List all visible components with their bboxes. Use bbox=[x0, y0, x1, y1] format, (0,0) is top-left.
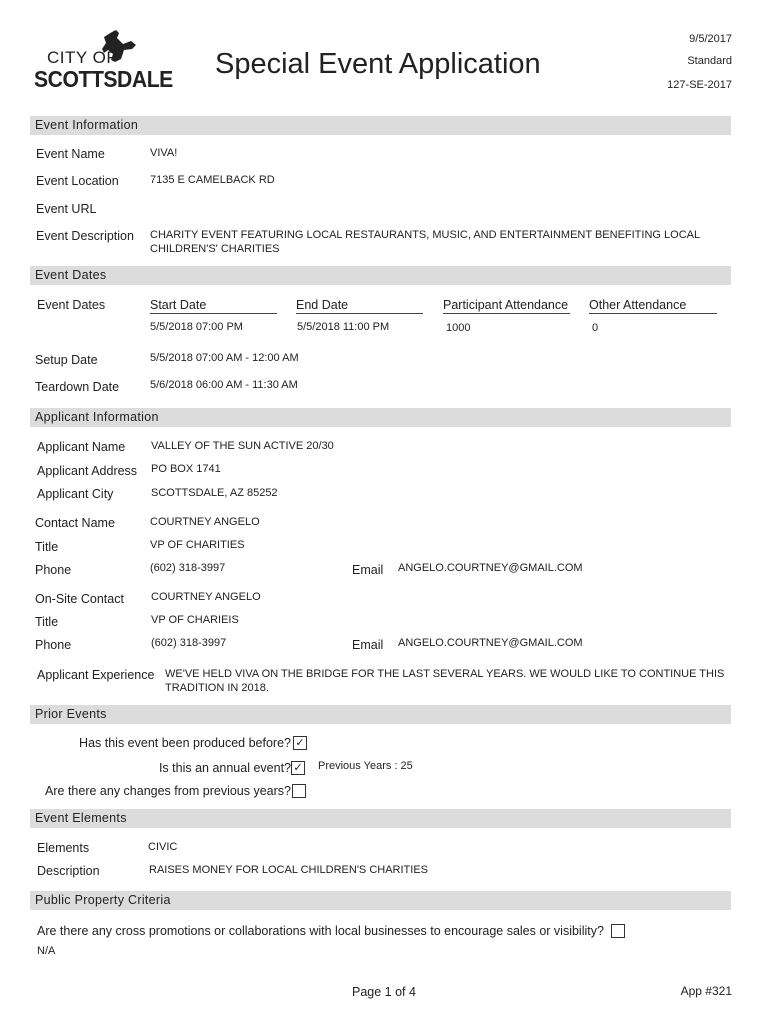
setup-date-label: Setup Date bbox=[35, 353, 98, 367]
onsite-title-value: VP OF CHARIEIS bbox=[151, 614, 239, 626]
section-title: Public Property Criteria bbox=[35, 893, 171, 907]
section-applicant-information bbox=[30, 408, 731, 427]
section-event-dates bbox=[30, 266, 731, 285]
onsite-contact-value: COURTNEY ANGELO bbox=[151, 591, 261, 603]
applicant-name-value: VALLEY OF THE SUN ACTIVE 20/30 bbox=[151, 440, 334, 452]
annual-event-question: Is this an annual event? bbox=[158, 761, 291, 775]
elements-description-value: RAISES MONEY FOR LOCAL CHILDREN'S CHARITIES bbox=[149, 864, 428, 876]
applicant-address-value: PO BOX 1741 bbox=[151, 463, 221, 475]
produced-before-checkbox[interactable] bbox=[293, 736, 307, 750]
contact-name-value: COURTNEY ANGELO bbox=[150, 516, 260, 528]
applicant-experience-label: Applicant Experience bbox=[37, 668, 155, 682]
checkmark-icon: ✓ bbox=[295, 737, 305, 749]
applicant-address-label: Applicant Address bbox=[37, 464, 138, 478]
onsite-email-label: Email bbox=[352, 638, 384, 652]
participant-attendance-value: 1000 bbox=[446, 322, 471, 334]
section-title: Event Dates bbox=[35, 268, 107, 282]
applicant-experience-value: WE'VE HELD VIVA ON THE BRIDGE FOR THE LAST SEVERAL YEARS. WE WOULD LIKE TO CONTINUE THIS TRADITION IN 2018. bbox=[165, 668, 725, 694]
section-public-property bbox=[30, 891, 731, 910]
onsite-email-value: ANGELO.COURTNEY@GMAIL.COM bbox=[398, 637, 583, 649]
event-name-label: Event Name bbox=[36, 147, 105, 161]
contact-phone-value: (602) 318-3997 bbox=[150, 562, 226, 574]
section-prior-events bbox=[30, 705, 731, 724]
cross-promotion-question: Are there any cross promotions or collaborations with local businesses to encourage sales or visibility? bbox=[37, 924, 604, 938]
cross-promotion-checkbox[interactable] bbox=[611, 924, 625, 938]
end-date-header: End Date bbox=[296, 298, 423, 314]
page-title: Special Event Application bbox=[215, 48, 541, 80]
section-event-elements bbox=[30, 809, 731, 828]
app-id: 127-SE-2017 bbox=[667, 79, 732, 91]
teardown-date-value: 5/6/2018 06:00 AM - 11:30 AM bbox=[150, 379, 298, 391]
start-date-header: Start Date bbox=[150, 298, 277, 314]
page-number: Page 1 of 4 bbox=[352, 985, 416, 999]
event-name-value: VIVA! bbox=[150, 147, 178, 159]
section-title: Applicant Information bbox=[35, 410, 159, 424]
event-location-label: Event Location bbox=[36, 174, 119, 188]
section-title: Prior Events bbox=[35, 707, 107, 721]
section-title: Event Elements bbox=[35, 811, 127, 825]
event-dates-label: Event Dates bbox=[37, 298, 106, 312]
onsite-title-label: Title bbox=[35, 615, 59, 629]
participant-attendance-header: Participant Attendance bbox=[443, 298, 569, 312]
produced-before-question: Has this event been produced before? bbox=[79, 736, 291, 750]
onsite-phone-value: (602) 318-3997 bbox=[151, 637, 227, 649]
applicant-city-label: Applicant City bbox=[37, 487, 114, 501]
changes-checkbox[interactable] bbox=[292, 784, 306, 798]
checkmark-icon: ✓ bbox=[293, 762, 303, 774]
previous-years: Previous Years : 25 bbox=[318, 760, 413, 772]
elements-value: CIVIC bbox=[148, 841, 178, 853]
other-attendance-header: Other Attendance bbox=[589, 298, 717, 314]
other-attendance-value: 0 bbox=[592, 322, 599, 334]
contact-title-label: Title bbox=[35, 540, 59, 554]
teardown-date-label: Teardown Date bbox=[35, 380, 120, 394]
app-date: 9/5/2017 bbox=[689, 33, 732, 45]
city-logo bbox=[34, 28, 173, 96]
contact-email-label: Email bbox=[352, 563, 384, 577]
onsite-phone-label: Phone bbox=[35, 638, 72, 652]
elements-description-label: Description bbox=[37, 864, 100, 878]
cross-promotion-answer: N/A bbox=[37, 945, 56, 957]
logo-scottsdale: SCOTTSDALE bbox=[34, 66, 173, 92]
event-description-label: Event Description bbox=[36, 229, 134, 243]
logo-city-of: CITY OF bbox=[47, 48, 118, 67]
end-date-value: 5/5/2018 11:00 PM bbox=[297, 321, 390, 333]
event-url-label: Event URL bbox=[36, 202, 97, 216]
applicant-name-label: Applicant Name bbox=[37, 440, 126, 454]
app-type: Standard bbox=[687, 55, 732, 67]
contact-email-value: ANGELO.COURTNEY@GMAIL.COM bbox=[398, 562, 583, 574]
contact-phone-label: Phone bbox=[35, 563, 72, 577]
event-location-value: 7135 E CAMELBACK RD bbox=[150, 174, 275, 186]
annual-event-checkbox[interactable] bbox=[291, 761, 305, 775]
contact-name-label: Contact Name bbox=[35, 516, 115, 530]
section-title: Event Information bbox=[35, 118, 139, 132]
event-description-value: CHARITY EVENT FEATURING LOCAL RESTAURANTS, MUSIC, AND ENTERTAINMENT BENEFITING LOCAL CHILDREN'S' CHARITIES bbox=[150, 229, 700, 255]
section-event-information bbox=[30, 116, 731, 135]
elements-label: Elements bbox=[37, 841, 90, 855]
start-date-value: 5/5/2018 07:00 PM bbox=[150, 321, 243, 333]
contact-title-value: VP OF CHARITIES bbox=[150, 539, 245, 551]
changes-question: Are there any changes from previous years? bbox=[45, 784, 291, 798]
setup-date-value: 5/5/2018 07:00 AM - 12:00 AM bbox=[150, 352, 299, 364]
app-number: App #321 bbox=[680, 984, 732, 998]
applicant-city-value: SCOTTSDALE, AZ 85252 bbox=[151, 487, 278, 499]
onsite-contact-label: On-Site Contact bbox=[35, 592, 124, 606]
